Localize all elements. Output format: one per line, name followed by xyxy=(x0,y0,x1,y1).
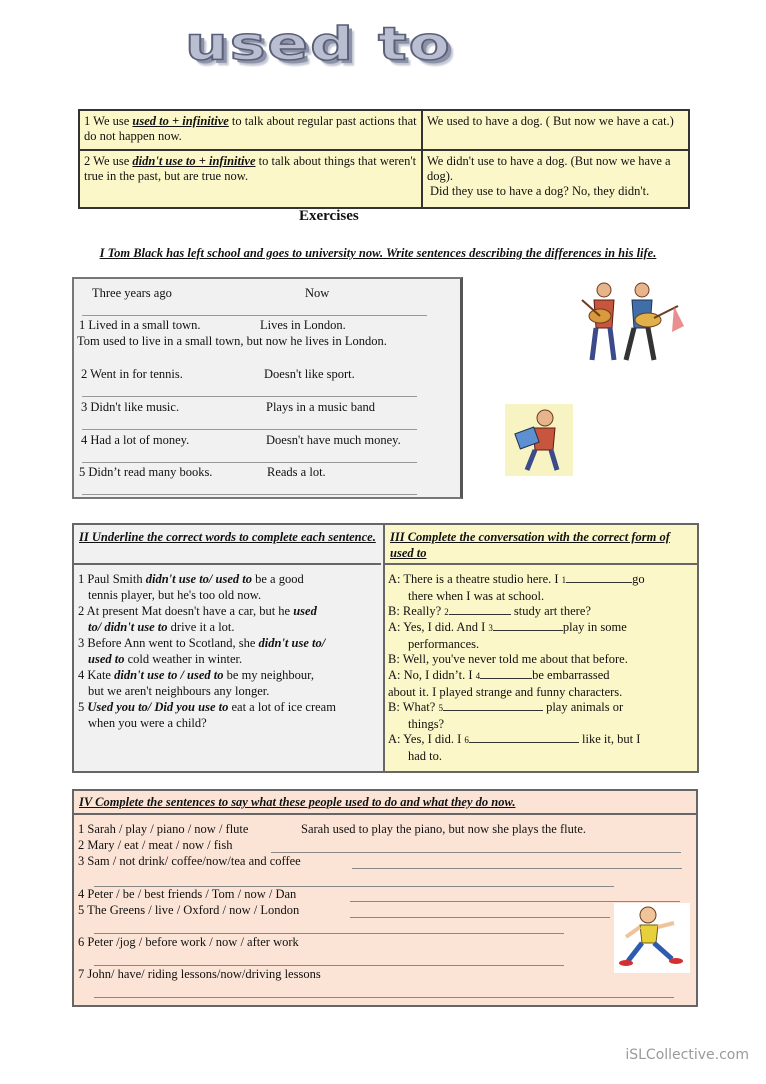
exercise-4-item-2: 2 Mary / eat / meat / now / fish xyxy=(78,838,233,852)
answer-line[interactable] xyxy=(82,396,417,397)
gap-number: 5 xyxy=(438,703,443,713)
choice[interactable]: to/ didn't use to xyxy=(88,620,168,634)
gap-2[interactable] xyxy=(449,603,511,615)
student-with-books-illustration xyxy=(505,404,573,476)
rule-2-pre: 2 We use xyxy=(84,154,133,168)
answer-line[interactable] xyxy=(82,429,417,430)
answer-line[interactable] xyxy=(94,997,674,998)
rule-1-key: used to + infinitive xyxy=(132,114,229,128)
choice[interactable]: used to xyxy=(88,652,125,666)
text: like it, but I xyxy=(578,732,641,746)
exercise-4-item-1: 1 Sarah / play / piano / now / flute xyxy=(78,822,249,836)
text: performances. xyxy=(408,637,480,651)
row-5-now: Reads a lot. xyxy=(267,465,326,479)
row-5-past: 5 Didn’t read many books. xyxy=(79,465,213,479)
dialogue-line-5 xyxy=(388,667,694,700)
text: A: No, I didn’t. I xyxy=(388,668,476,682)
answer-line[interactable] xyxy=(350,901,680,902)
text: B: Really? xyxy=(388,604,445,618)
text: B: What? xyxy=(388,700,439,714)
exercise-2-item-2 xyxy=(78,603,378,635)
dialogue-line-1 xyxy=(388,571,694,604)
rule-2-example-text: We didn't use to have a dog. (But now we have a dog). xyxy=(427,154,671,183)
exercises-heading: Exercises xyxy=(299,208,359,224)
dialogue-line-4: B: Well, you've never told me about that before. xyxy=(388,652,628,666)
exercise-2-item-1 xyxy=(78,571,378,603)
text: when you were a child? xyxy=(88,716,207,730)
gap-number: 1 xyxy=(561,575,567,585)
rule-2-post: to talk about things that weren't true in the past, but are true now. xyxy=(84,154,417,183)
exercise-3-heading: III Complete the conversation with the correct form of used to xyxy=(385,525,697,565)
rule-2-question: Did they use to have a dog? No, they didn't. xyxy=(430,184,650,198)
exercise-2-heading: II Underline the correct words to complete each sentence. xyxy=(74,525,381,565)
gap-number: 3 xyxy=(488,623,493,633)
gap-number: 2 xyxy=(444,607,449,617)
row-1-past: 1 Lived in a small town. xyxy=(79,318,201,332)
choice[interactable]: didn't use to / used to xyxy=(114,668,224,682)
answer-line[interactable] xyxy=(94,933,564,934)
exercise-4-heading: IV Complete the sentences to say what these people used to do and what they do now. xyxy=(74,791,696,815)
gap-3[interactable] xyxy=(493,619,563,631)
dialogue-line-7 xyxy=(388,731,694,764)
divider xyxy=(82,315,427,316)
exercise-1-instruction: I Tom Black has left school and goes to university now. Write sentences describing the differences in his life. xyxy=(99,246,657,260)
choice[interactable]: didn't use to/ used to xyxy=(145,572,252,586)
dialogue-line-3 xyxy=(388,619,694,652)
answer-line[interactable] xyxy=(82,462,417,463)
rules-table xyxy=(78,109,690,209)
gap-1[interactable] xyxy=(566,571,632,583)
exercise-4-example: Sarah used to play the piano, but now she plays the flute. xyxy=(301,822,587,836)
answer-line[interactable] xyxy=(352,868,682,869)
exercise-2-item-5 xyxy=(78,699,378,731)
worksheet-title: used to xyxy=(185,18,452,71)
row-2-now: Doesn't like sport. xyxy=(264,367,355,381)
exercise-4-item-4: 4 Peter / be / best friends / Tom / now / Dan xyxy=(78,887,297,901)
choice[interactable]: used xyxy=(293,604,317,618)
answer-line[interactable] xyxy=(271,852,681,853)
text: 2 At present Mat doesn't have a car, but he xyxy=(78,604,294,618)
text: be embarrassed xyxy=(532,668,610,682)
rule-1-example: We used to have a dog. ( But now we have a cat.) xyxy=(423,111,688,151)
row-1-now: Lives in London. xyxy=(260,318,346,332)
text: 4 Kate xyxy=(78,668,115,682)
rule-2-example xyxy=(423,151,688,207)
exercise-2-item-4 xyxy=(78,667,378,699)
text: be a good xyxy=(252,572,304,586)
gap-6[interactable] xyxy=(469,731,579,743)
text: play in some xyxy=(562,620,627,634)
dialogue-line-6 xyxy=(388,699,694,732)
text: A: Yes, I did. I xyxy=(388,732,465,746)
site-watermark: iSLCollective.com xyxy=(625,1047,749,1063)
exercise-2-column xyxy=(74,525,385,771)
text: 3 Before Ann went to Scotland, she xyxy=(78,636,259,650)
answer-line[interactable] xyxy=(82,494,417,495)
jogger-illustration xyxy=(614,903,690,973)
text: but we aren't neighbours any longer. xyxy=(88,684,270,698)
exercise-4-box xyxy=(72,789,698,1007)
text: A: Yes, I did. And I xyxy=(388,620,489,634)
gap-number: 4 xyxy=(475,671,481,681)
rule-1 xyxy=(80,111,423,151)
row-4-past: 4 Had a lot of money. xyxy=(81,433,190,447)
answer-line[interactable] xyxy=(94,965,564,966)
choice[interactable]: Used you to/ Did you use to xyxy=(87,700,229,714)
exercise-4-item-3: 3 Sam / not drink/ coffee/now/tea and coffee xyxy=(78,854,301,868)
text: cold weather in winter. xyxy=(124,652,243,666)
text: 1 Paul Smith xyxy=(78,572,146,586)
choice[interactable]: didn't use to/ xyxy=(258,636,326,650)
text: eat a lot of ice cream xyxy=(228,700,336,714)
exercise-4-item-6: 6 Peter /jog / before work / now / after work xyxy=(78,935,299,949)
rule-1-pre: 1 We use xyxy=(84,114,133,128)
guitarist-left xyxy=(582,283,614,360)
rule-2 xyxy=(80,151,423,207)
row-4-now: Doesn't have much money. xyxy=(266,433,401,447)
exercise-4-item-7: 7 John/ have/ riding lessons/now/driving lessons xyxy=(78,967,321,981)
text: go xyxy=(632,572,645,586)
text: about it. I played strange and funny characters. xyxy=(388,685,623,699)
example-answer: Tom used to live in a small town, but now he lives in London. xyxy=(77,334,387,348)
row-2-past: 2 Went in for tennis. xyxy=(81,367,183,381)
exercise-2-item-3 xyxy=(78,635,378,667)
musicians-illustration xyxy=(574,276,686,366)
text: A: There is a theatre studio here. I xyxy=(388,572,562,586)
text: be my neighbour, xyxy=(223,668,314,682)
rule-2-key: didn't use to + infinitive xyxy=(132,154,256,168)
text: study art there? xyxy=(510,604,591,618)
row-3-past: 3 Didn't like music. xyxy=(81,400,180,414)
gap-number: 6 xyxy=(464,735,469,745)
row-3-now: Plays in a music band xyxy=(266,400,376,414)
text: 5 xyxy=(78,700,88,714)
exercise-1-box xyxy=(72,277,463,499)
gap-4[interactable] xyxy=(480,667,532,679)
text: play animals or xyxy=(542,700,624,714)
rule-1-post: to talk about regular past actions that do not happen now. xyxy=(84,114,417,143)
gap-5[interactable] xyxy=(443,699,543,711)
col-now-header: Now xyxy=(305,286,330,300)
text: there when I was at school. xyxy=(408,589,545,603)
text: had to. xyxy=(408,749,443,763)
text: tennis player, but he's too old now. xyxy=(88,588,262,602)
guitarist-right xyxy=(626,283,684,360)
text: drive it a lot. xyxy=(167,620,235,634)
text: things? xyxy=(408,717,445,731)
exercise-4-item-5: 5 The Greens / live / Oxford / now / London xyxy=(78,903,300,917)
exercise-2-3-table xyxy=(72,523,699,773)
answer-line[interactable] xyxy=(350,917,610,918)
col-past-header: Three years ago xyxy=(92,286,172,300)
dialogue-line-2 xyxy=(388,603,694,620)
